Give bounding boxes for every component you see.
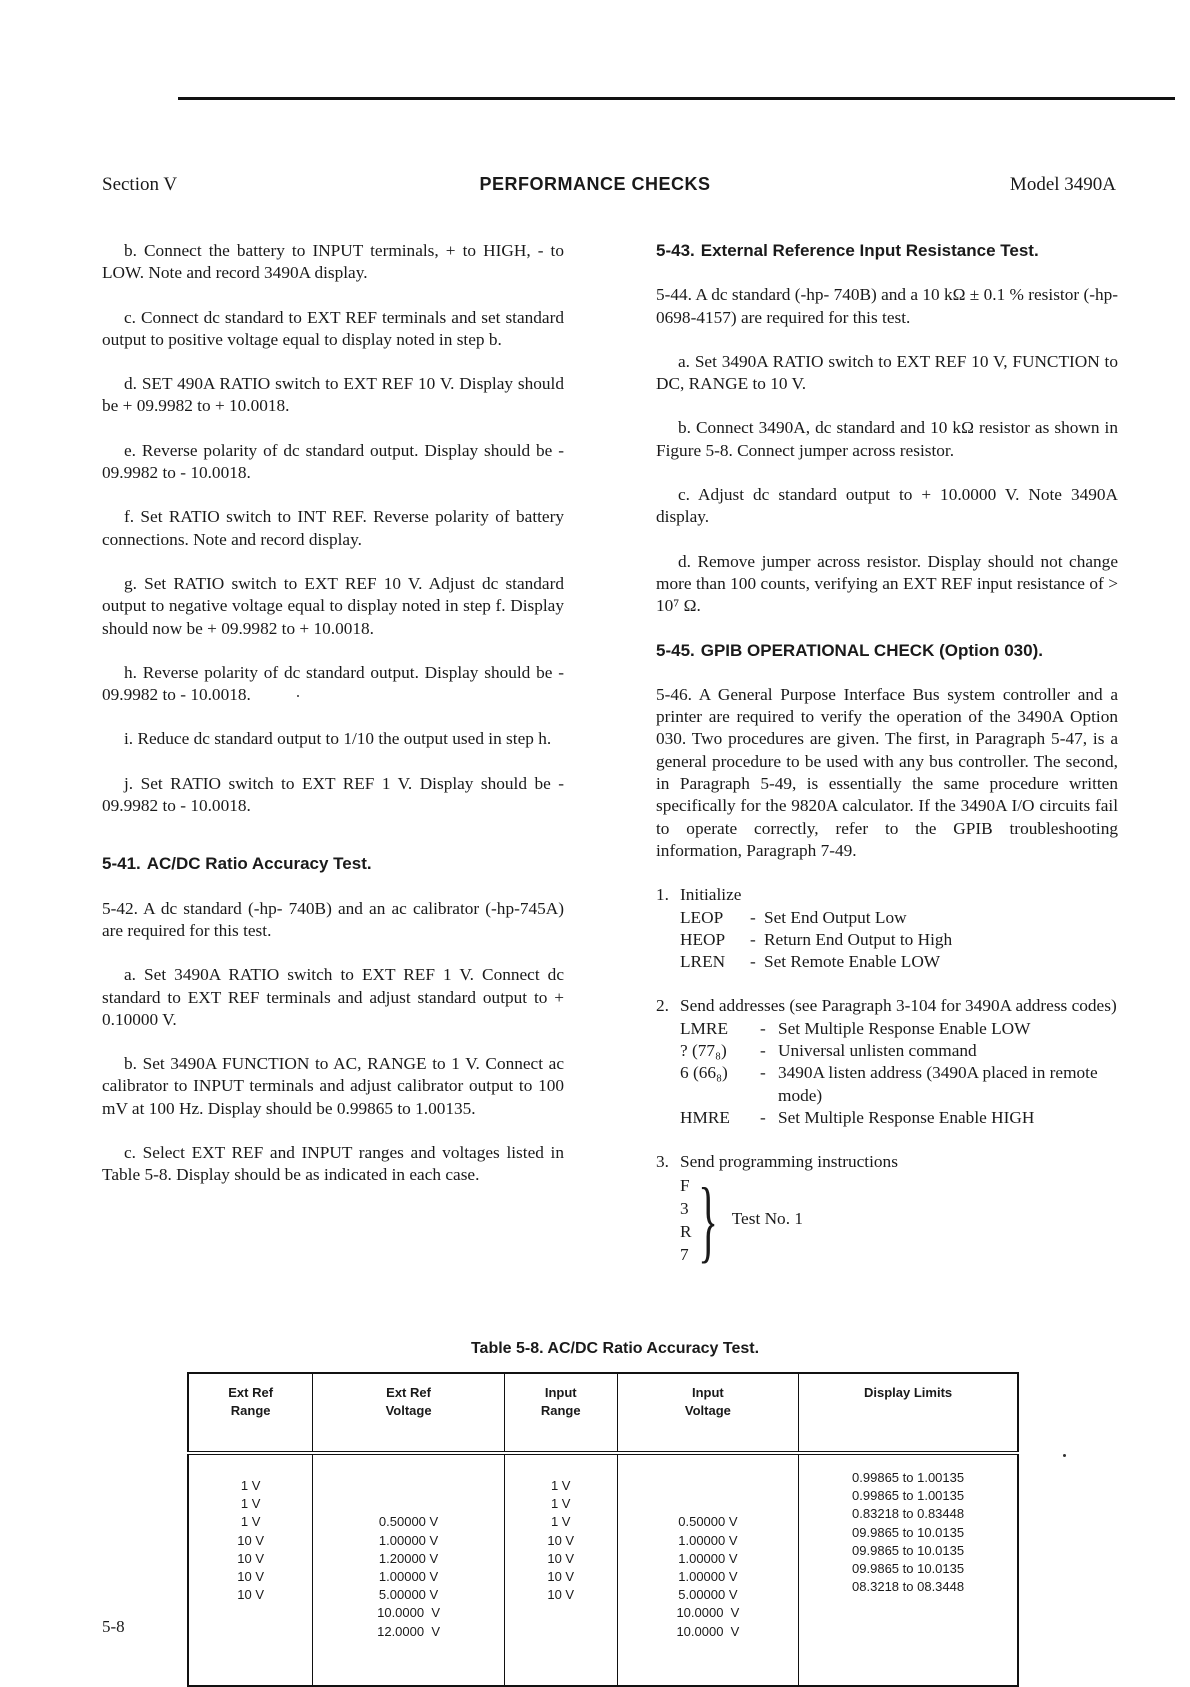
list-item-head: 3. Send programming instructions — [656, 1152, 898, 1172]
scan-speck — [1063, 1454, 1066, 1457]
list-item-head: 1. Initialize — [656, 885, 742, 905]
paragraph-5-44: 5-44. A dc standard (-hp- 740B) and a 10 kΩ ± 0.1 % resistor (-hp- 0698-4157) are required for this test. — [656, 285, 1118, 327]
list-item-head: 2. Send addresses (see Paragraph 3-104 for 3490A address codes) — [656, 996, 1117, 1016]
table-cell-input-voltage: 0.50000 V 1.00000 V 1.00000 V 1.00000 V 5.00000 V 10.0000 V 10.0000 V — [617, 1453, 799, 1686]
step-e: e. Reverse polarity of dc standard output. Display should be - 09.9982 to - 10.0018. — [102, 440, 564, 483]
left-column — [102, 240, 564, 1209]
table-cell-display-limits: 0.99865 to 1.00135 0.99865 to 1.00135 0.83218 to 0.83448 09.9865 to 10.0135 09.9865 to 10.0135 09.9865 to 10.0135 08.3218 to 08.3448 — [799, 1453, 1018, 1686]
command-row: 6 (66₈) - 3490A listen address (3490A placed in remote mode) — [680, 1063, 1098, 1105]
step-h: h. Reverse polarity of dc standard output. Display should be - 09.9982 to - 10.0018. — [102, 662, 564, 705]
step-c-543: c. Adjust dc standard output to + 10.0000 V. Note 3490A display. — [656, 485, 1118, 527]
step-a-541: a. Set 3490A RATIO switch to EXT REF 1 V. Connect dc standard to EXT REF terminals and adjust standard output to + 0.10000 V. — [102, 965, 564, 1029]
right-column — [656, 240, 1118, 1288]
step-a-543: a. Set 3490A RATIO switch to EXT REF 10 V, FUNCTION to DC, RANGE to 10 V. — [656, 351, 1118, 394]
instruction-letters: F 3 R 7 — [680, 1175, 692, 1264]
table-cell-ext-ref-voltage: 0.50000 V 1.00000 V 1.20000 V 1.00000 V 5.00000 V 10.0000 V 12.0000 V — [313, 1453, 505, 1686]
paragraph-5-42: 5-42. A dc standard (-hp- 740B) and an ac calibrator (-hp-745A) are required for this test. — [102, 898, 564, 940]
list-programming — [656, 1151, 1118, 1271]
section-number: 5-45. — [656, 640, 695, 660]
model-label: Model 3490A — [1009, 174, 1116, 195]
section-label: Section V — [102, 174, 178, 195]
scan-speck — [297, 695, 299, 697]
table-header-row — [188, 1373, 1018, 1453]
step-b-541: b. Set 3490A FUNCTION to AC, RANGE to 1 V. Connect ac calibrator to INPUT terminals and adjust calibrator output to 100 mV at 100 Hz. Display should be 0.99865 to 1.00135. — [102, 1054, 564, 1118]
page-title: PERFORMANCE CHECKS — [479, 174, 711, 194]
section-title: AC/DC Ratio Accuracy Test. — [146, 854, 372, 874]
right-brace-icon: } — [697, 1168, 718, 1271]
section-heading-5-43 — [656, 240, 1118, 262]
command-row: HMRE - Set Multiple Response Enable HIGH — [680, 1107, 1035, 1127]
test-label: Test No. 1 — [731, 1209, 803, 1229]
command-row: ? (77₈) - Universal unlisten command — [680, 1041, 977, 1061]
step-c-541: c. Select EXT REF and INPUT ranges and voltages listed in Table 5-8. Display should be as indicated in each case. — [102, 1143, 564, 1185]
section-heading-5-45 — [656, 640, 1118, 662]
step-b: b. Connect the battery to INPUT terminals, + to HIGH, - to LOW. Note and record 3490A display. — [102, 241, 564, 283]
step-i: i. Reduce dc standard output to 1/10 the output used in step h. — [124, 729, 552, 749]
top-rule — [178, 97, 1175, 100]
accuracy-table — [187, 1372, 1019, 1687]
column-header-input-voltage: Input Voltage — [617, 1373, 799, 1453]
paragraph-5-46: 5-46. A General Purpose Interface Bus system controller and a printer are required to verify the operation of the 3490A Option 030. Two procedures are given. The first, in Paragraph 5-47, is a general procedure to be used with any bus controller. The second, in Paragraph 5-49, is essentially the same procedure written specifically for the 9820A calculator. If the 3490A I/O circuits fail to operate correctly, refer to the GPIB troubleshooting information, Paragraph 7-49. — [656, 684, 1118, 860]
command-row: LEOP - Set End Output Low — [680, 907, 907, 927]
page-number: 5-8 — [102, 1617, 125, 1636]
step-g: g. Set RATIO switch to EXT REF 10 V. Adjust dc standard output to negative voltage equal to display noted in step f. Display should now be + 09.9982 to + 10.0018. — [102, 573, 564, 638]
command-row: LREN - Set Remote Enable LOW — [680, 952, 941, 972]
section-number: 5-43. — [656, 241, 695, 260]
table-cell-ext-ref-range: 1 V 1 V 1 V 10 V 10 V 10 V 10 V — [237, 1478, 265, 1603]
step-c: c. Connect dc standard to EXT REF terminals and set standard output to positive voltage equal to display noted in step b. — [102, 307, 564, 349]
command-row: LMRE - Set Multiple Response Enable LOW — [680, 1018, 1031, 1038]
list-initialize — [656, 884, 1118, 973]
section-title: External Reference Input Resistance Test. — [700, 241, 1039, 260]
step-d: d. SET 490A RATIO switch to EXT REF 10 V. Display should be + 09.9982 to + 10.0018. — [102, 374, 564, 416]
section-heading-5-41 — [102, 853, 564, 875]
step-j: j. Set RATIO switch to EXT REF 1 V. Display should be - 09.9982 to - 10.0018. — [102, 773, 564, 816]
step-d-543: d. Remove jumper across resistor. Display should not change more than 100 counts, verifying an EXT REF input resistance of > 10⁷ Ω. — [656, 551, 1118, 616]
programming-sequence — [656, 1168, 1118, 1271]
column-header-input-range: Input Range — [504, 1373, 617, 1453]
section-number: 5-41. — [102, 854, 141, 874]
step-f: f. Set RATIO switch to INT REF. Reverse polarity of battery connections. Note and record display. — [102, 507, 564, 549]
table-title: Table 5-8. AC/DC Ratio Accuracy Test. — [470, 1340, 760, 1357]
section-title: GPIB OPERATIONAL CHECK (Option 030). — [700, 640, 1043, 660]
step-b-543: b. Connect 3490A, dc standard and 10 kΩ resistor as shown in Figure 5-8. Connect jumper across resistor. — [656, 418, 1118, 460]
column-header-ext-ref-range: Ext Ref Range — [188, 1373, 313, 1453]
table-cell-input-range: 1 V 1 V 1 V 10 V 10 V 10 V 10 V — [504, 1453, 617, 1686]
column-header-display-limits: Display Limits — [799, 1373, 1018, 1453]
list-send-addresses — [656, 995, 1118, 1129]
column-header-ext-ref-voltage: Ext Ref Voltage — [313, 1373, 505, 1453]
command-row: HEOP - Return End Output to High — [680, 929, 953, 949]
table-body-row — [188, 1453, 1018, 1686]
